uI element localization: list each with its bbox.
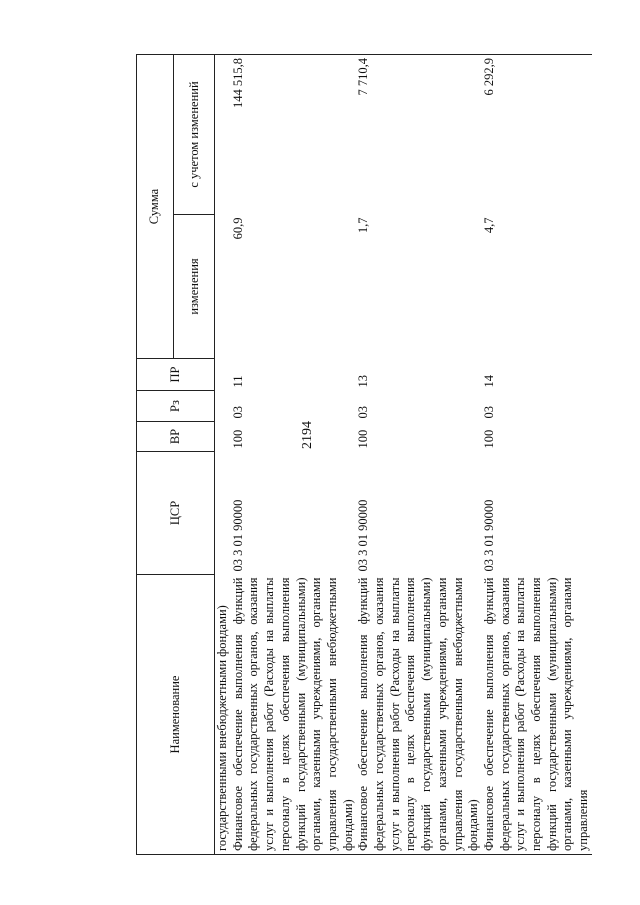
budget-table-rotated [136, 55, 635, 855]
row-csr: 03 3 01 90000 [481, 499, 496, 572]
row-csr [215, 452, 231, 575]
table-row [482, 55, 592, 855]
header-name: Наименование [137, 575, 215, 855]
row-vr: 100 [481, 429, 496, 449]
row-total [215, 55, 231, 215]
table-row [231, 55, 357, 855]
header-rz: Рз [137, 391, 215, 422]
row-pr: 14 [481, 375, 496, 388]
row-name: Финансовое обеспечение выполнения функций федеральных государственных органов, оказания услуг и выполнения работ (Расходы на выплаты персоналу в целях обеспечения выполнения функций государственными (муниципальными) органами, казенными учреждениями, органами управления государственными внебюджетными фондами) [356, 575, 482, 855]
row-change: 4,7 [481, 217, 496, 234]
row-rz: 03 [356, 406, 371, 419]
row-pr [215, 359, 231, 391]
header-with-changes: с учетом изменений [174, 55, 215, 215]
row-rz: 03 [230, 406, 245, 419]
row-name: государственными внебюджетными фондами) [215, 575, 231, 855]
row-change: 60,9 [230, 217, 245, 240]
header-changes: изменения [174, 215, 215, 359]
row-vr: 100 [356, 429, 371, 449]
header-pr: ПР [137, 359, 215, 391]
row-rz [215, 391, 231, 422]
row-csr: 03 3 01 90000 [356, 499, 371, 572]
row-change: 1,7 [356, 217, 371, 234]
header-csr: ЦСР [137, 452, 215, 575]
row-pr: 11 [230, 375, 245, 388]
row-name: Финансовое обеспечение выполнения функций федеральных государственных органов, оказания услуг и выполнения работ (Расходы на выплаты персоналу в целях обеспечения выполнения функций государственными (муниципальными) органами, казенными учреждениями, органами управления [482, 575, 592, 855]
row-total: 6 292,9 [482, 55, 592, 215]
budget-table [136, 54, 592, 855]
row-total: 7 710,4 [356, 55, 482, 215]
row-vr [215, 422, 231, 452]
row-rz: 03 [481, 406, 496, 419]
header-sum: Сумма [137, 55, 174, 359]
row-change [215, 215, 231, 359]
row-name: Финансовое обеспечение выполнения функций федеральных государственных органов, оказания услуг и выполнения работ (Расходы на выплаты персоналу в целях обеспечения выполнения функций государственными (муниципальными) органами, казенными учреждениями, органами управления государственными внебюджетными фондами) [231, 575, 357, 855]
row-csr: 03 3 01 90000 [230, 499, 245, 572]
table-row [356, 55, 482, 855]
table-row [215, 55, 231, 855]
row-pr: 13 [356, 375, 371, 388]
row-total: 144 515,8 [231, 55, 357, 215]
header-vr: ВР [137, 422, 215, 452]
page-number: 2194 [300, 421, 315, 449]
row-vr: 100 [230, 429, 245, 449]
